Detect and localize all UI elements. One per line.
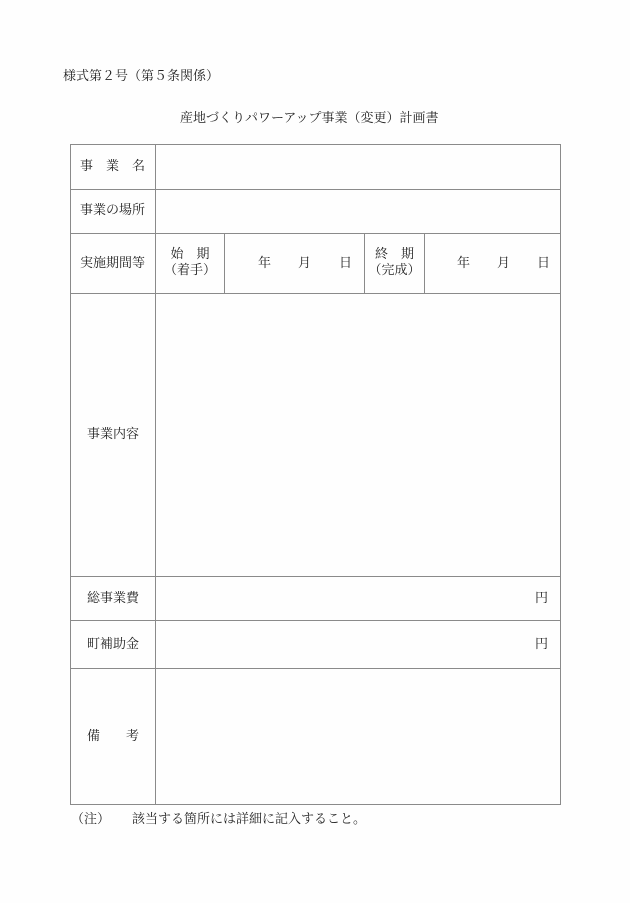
label-implementation-period: 実施期間等 bbox=[80, 256, 146, 271]
town-subsidy-field[interactable] bbox=[156, 621, 560, 668]
end-label-line2: （完成） bbox=[368, 263, 421, 278]
town-subsidy-unit: 円 bbox=[535, 637, 549, 652]
table-border-left bbox=[70, 144, 71, 805]
end-label bbox=[365, 247, 424, 279]
label-remarks: 備 考 bbox=[87, 729, 140, 744]
footnote-text: 該当する箇所には詳細に記入すること。 bbox=[132, 812, 367, 827]
start-label bbox=[156, 247, 224, 279]
label-project-content: 事業内容 bbox=[87, 427, 140, 442]
end-year-unit: 年 bbox=[457, 256, 471, 271]
end-label-line1: 終 期 bbox=[374, 247, 414, 262]
project-content-field[interactable] bbox=[156, 294, 560, 576]
form-number: 様式第２号（第５条関係） bbox=[63, 69, 220, 84]
end-date-field[interactable] bbox=[425, 234, 560, 293]
label-project-name: 事 業 名 bbox=[80, 159, 146, 174]
label-town-subsidy: 町補助金 bbox=[87, 637, 140, 652]
project-location-field[interactable] bbox=[156, 190, 560, 233]
label-total-cost: 総事業費 bbox=[87, 591, 140, 606]
total-cost-unit: 円 bbox=[535, 591, 549, 606]
footnote bbox=[71, 808, 366, 827]
start-day-unit: 日 bbox=[339, 256, 353, 271]
footnote-prefix: （注） bbox=[71, 812, 111, 827]
remarks-field[interactable] bbox=[156, 669, 560, 804]
start-label-line1: 始 期 bbox=[170, 247, 210, 262]
label-project-location: 事業の場所 bbox=[80, 203, 146, 218]
table-border-bottom bbox=[70, 804, 561, 805]
start-label-line2: （着手） bbox=[163, 263, 216, 278]
end-day-unit: 日 bbox=[537, 256, 551, 271]
project-name-field[interactable] bbox=[156, 145, 560, 189]
start-date-field[interactable] bbox=[225, 234, 364, 293]
table-border-right bbox=[560, 144, 561, 805]
end-month-unit: 月 bbox=[497, 256, 511, 271]
start-month-unit: 月 bbox=[298, 256, 312, 271]
start-year-unit: 年 bbox=[258, 256, 272, 271]
total-cost-field[interactable] bbox=[156, 577, 560, 620]
document-title: 産地づくりパワーアップ事業（変更）計画書 bbox=[180, 111, 439, 126]
